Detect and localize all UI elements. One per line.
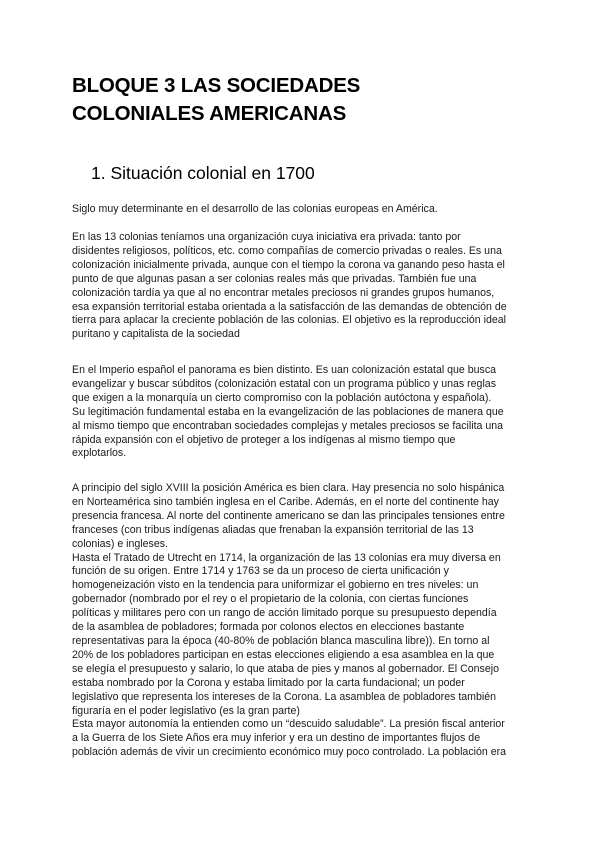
paragraph-xviii-century: A principio del siglo XVIII la posición América es bien clara. Hay presencia no solo hispánica en Norteamérica sino también inglesa en el Caribe. Además, en el norte del continente hay presencia francesa. Al norte del continente americano se dan las principales tensiones entre franceses (con tribus indígenas aliadas que frenaban la expansión territorial de las 13 colonias) e ingleses. Hasta el Tratado de Utrecht en 1714, la organización de las 13 colonias era muy diversa en función de su origen. Entre 1714 y 1763 se da un proceso de cierta unificación y homogeneización visto en la tendencia para uniformizar el gobierno en tres niveles: un gobernador (nombrado por el rey o el propietario de la colonia, con ciertas funciones políticas y militares pero con un rango de acción limitado porque su presupuesto dependía de la asamblea de pobladores; formada por colonos electos en elecciones bastante representativas para la época (40-80% de población blanca masculina libre)). En torno al 20% de los pobladores participan en estas elecciones eligiendo a esa asamblea en la que se elegía el presupuesto y salario, lo que ataba de pies y manos al gobernador. El Consejo estaba nombrado por la Corona y estaba limitado por la carta fundacional; un poder legislativo que representa los intereses de la Corona. La asamblea de pobladores también figuraría en el poder legislativo (es la gran parte) Esta mayor autonomía la entienden como un “descuido saludable”. La presión fiscal anterior a la Guerra de los Siete Años era muy inferior y era un destino de importantes flujos de población además de vivir un crecimiento económico muy poco controlado. La población era [72, 482, 507, 759]
paragraph-13-colonies: En las 13 colonias teníamos una organización cuya iniciativa era privada: tanto por disidentes religiosos, políticos, etc. como compañías de comercio privadas o reales. Es una colonización inicialmente privada, aunque con el tiempo la corona va ganando peso hasta el punto de que algunas pasan a ser colonias reales más que privadas. También fue una colonización tardía ya que al no encontrar metales preciosos ni grandes grupos humanos, esa expansión territorial estaba orientada a la satisfacción de las demandas de obtención de tierra para aplacar la creciente población de las colonias. El objetivo es la reproducción ideal puritano y capitalista de la sociedad [72, 231, 507, 341]
document-title-line-2: COLONIALES AMERICANAS [72, 102, 347, 125]
document-title-line-1: BLOQUE 3 LAS SOCIEDADES [72, 74, 361, 97]
paragraph-spanish-empire: En el Imperio español el panorama es bien distinto. Es uan colonización estatal que busca evangelizar y buscar súbditos (colonización estatal con un programa público y unas reglas que exigen a la monarquía un cierto compromiso con la población autóctona y española). Su legitimación fundamental estaba en la evangelización de las poblaciones de manera que al mismo tiempo que encontraban sociedades complejas y metales preciosos se facilita una rápida expansión con el objetivo de proteger a los indígenas al mismo tiempo que explotarlos. [72, 364, 504, 460]
document-title [72, 72, 542, 128]
section-heading: 1. Situación colonial en 1700 [91, 163, 315, 183]
paragraph-intro: Siglo muy determinante en el desarrollo de las colonias europeas en América. [72, 203, 438, 215]
